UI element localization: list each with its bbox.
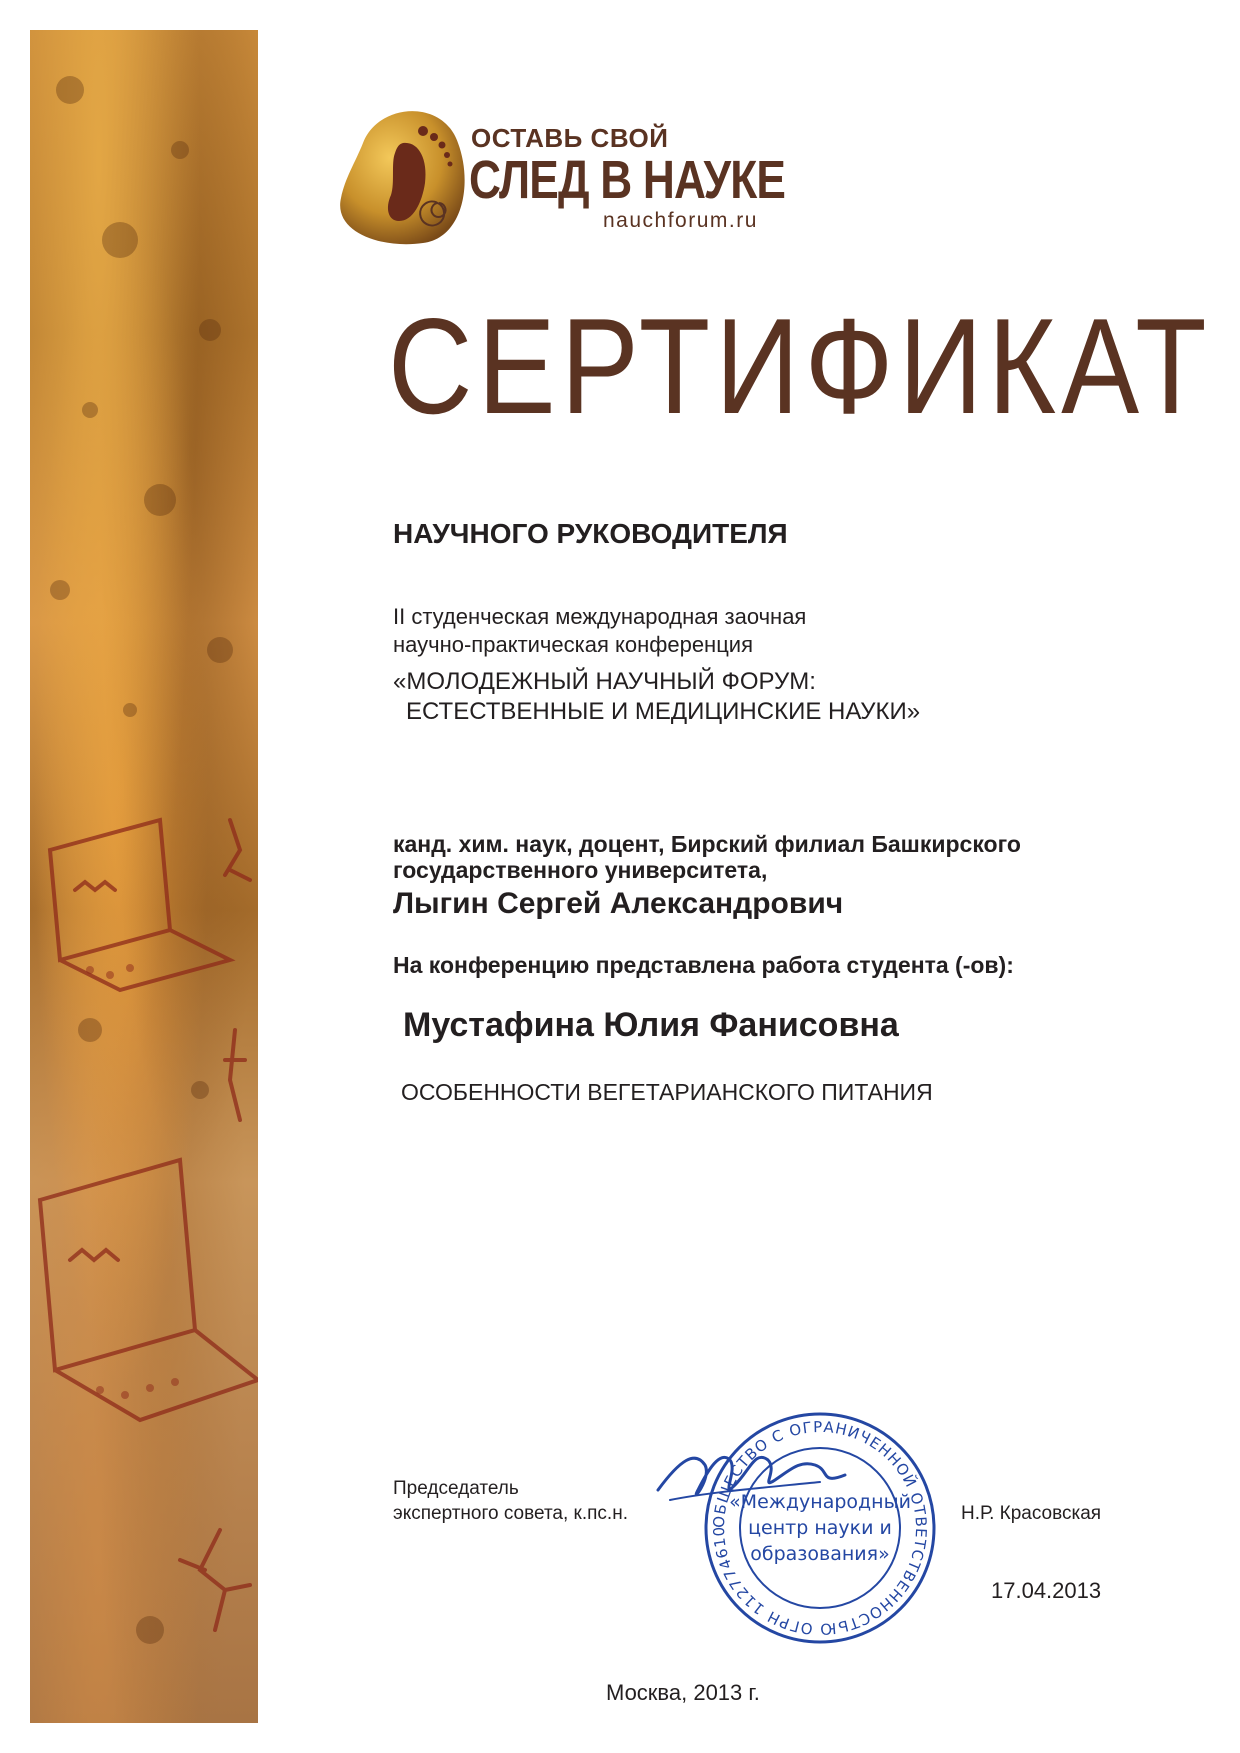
certificate-title: СЕРТИФИКАТ (388, 290, 1212, 442)
stamp-ring-text: ОБЩЕСТВО С ОГРАНИЧЕННОЙ ОТВЕТСТВЕННОСТЬЮ ОГРН 112774610 (709, 1417, 931, 1639)
recipient-type: НАУЧНОГО РУКОВОДИТЕЛЯ (393, 518, 788, 549)
conference-line1: II студенческая международная заочная (393, 604, 807, 629)
rock-art-illustration (30, 30, 258, 1723)
stamp-center-line2: центр науки и (748, 1517, 892, 1539)
chair-title-line1: Председатель (393, 1478, 519, 1499)
student-name: Мустафина Юлия Фанисовна (403, 1006, 899, 1044)
stamp-center-line1: «Международный (729, 1491, 911, 1513)
logo-website: nauchforum.ru (603, 209, 758, 232)
place-year: Москва, 2013 г. (606, 1680, 760, 1705)
chair-title-line2: экспертного совета, к.пс.н. (393, 1503, 628, 1524)
supervisor-name: Лыгин Сергей Александрович (393, 887, 844, 920)
certificate-date: 17.04.2013 (991, 1578, 1102, 1603)
decorative-banner (30, 30, 258, 1723)
handwritten-signature (650, 1430, 850, 1520)
logo-line2: СЛЕД В НАУКЕ (469, 150, 786, 210)
supervisor-title-line1: канд. хим. наук, доцент, Бирский филиал Башкирского (393, 831, 1021, 857)
logo-line1: ОСТАВЬ СВОЙ (471, 123, 669, 153)
logo (333, 103, 793, 253)
conference-name-line2: ЕСТЕСТВЕННЫЕ И МЕДИЦИНСКИЕ НАУКИ» (406, 698, 921, 725)
work-intro: На конференцию представлена работа студента (-ов): (393, 952, 1014, 978)
conference-line2: научно-практическая конференция (393, 632, 754, 657)
supervisor-title-line2: государственного университета, (393, 857, 768, 883)
footprint-logo-icon (333, 103, 473, 253)
conference-name-line1: «МОЛОДЕЖНЫЙ НАУЧНЫЙ ФОРУМ: (393, 668, 816, 695)
stamp-center-line3: образования» (750, 1543, 890, 1565)
work-topic: ОСОБЕННОСТИ ВЕГЕТАРИАНСКОГО ПИТАНИЯ (401, 1079, 933, 1105)
signer-name: Н.Р. Красовская (961, 1503, 1102, 1524)
